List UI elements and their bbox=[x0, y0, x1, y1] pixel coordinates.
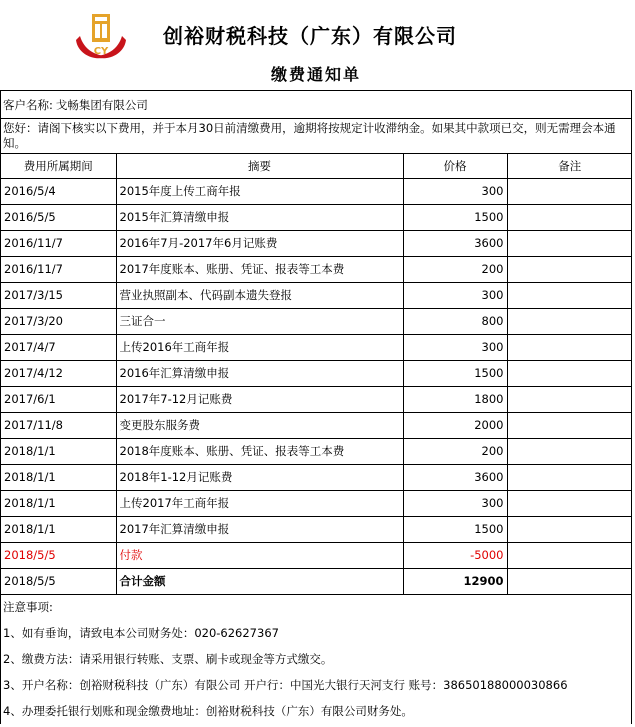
total-label: 合计金额 bbox=[116, 568, 403, 594]
cell-period: 2016/5/4 bbox=[1, 178, 116, 204]
table-header-row bbox=[1, 154, 632, 178]
cell-price: 3600 bbox=[403, 230, 507, 256]
cell-price: 1800 bbox=[403, 386, 507, 412]
cell-remark bbox=[507, 464, 632, 490]
cell-remark bbox=[507, 490, 632, 516]
table-row bbox=[1, 204, 632, 230]
notes-section bbox=[0, 594, 632, 724]
table-row bbox=[1, 178, 632, 204]
cell-period: 2017/11/8 bbox=[1, 412, 116, 438]
table-row bbox=[1, 386, 632, 412]
table-row bbox=[1, 412, 632, 438]
note-item: 3、开户名称：创裕财税科技（广东）有限公司 开户行：中国光大银行天河支行 账号：38650188000030866 bbox=[3, 678, 568, 692]
cell-period: 2016/11/7 bbox=[1, 230, 116, 256]
note-item: 1、如有垂询，请致电本公司财务处：020-62627367 bbox=[3, 626, 279, 640]
cell-price: 200 bbox=[403, 438, 507, 464]
cell-summary: 上传2016年工商年报 bbox=[116, 334, 403, 360]
cell-remark bbox=[507, 386, 632, 412]
table-row bbox=[1, 282, 632, 308]
header-remark: 备注 bbox=[507, 154, 632, 178]
table-row bbox=[1, 334, 632, 360]
cell-remark bbox=[507, 334, 632, 360]
cell-period: 2018/1/1 bbox=[1, 464, 116, 490]
cell-period: 2018/1/1 bbox=[1, 516, 116, 542]
cell-price: 1500 bbox=[403, 360, 507, 386]
cell-summary: 2016年7月-2017年6月记账费 bbox=[116, 230, 403, 256]
cell-price: 800 bbox=[403, 308, 507, 334]
cell-remark bbox=[507, 308, 632, 334]
table-row bbox=[1, 230, 632, 256]
table-row bbox=[1, 438, 632, 464]
cell-summary: 付款 bbox=[116, 542, 403, 568]
table-row bbox=[1, 308, 632, 334]
cell-period: 2018/1/1 bbox=[1, 490, 116, 516]
cell-summary: 2018年1-12月记账费 bbox=[116, 464, 403, 490]
cell-price: 3600 bbox=[403, 464, 507, 490]
cell-remark bbox=[507, 438, 632, 464]
total-period: 2018/5/5 bbox=[1, 568, 116, 594]
cell-remark bbox=[507, 282, 632, 308]
cell-summary: 2015年汇算清缴申报 bbox=[116, 204, 403, 230]
cell-remark bbox=[507, 230, 632, 256]
notice-frame bbox=[0, 90, 632, 595]
total-price: 12900 bbox=[403, 568, 507, 594]
cell-period: 2017/4/7 bbox=[1, 334, 116, 360]
cell-summary: 变更股东服务费 bbox=[116, 412, 403, 438]
header-period: 费用所属期间 bbox=[1, 154, 116, 178]
cell-summary: 2015年度上传工商年报 bbox=[116, 178, 403, 204]
cell-price: -5000 bbox=[403, 542, 507, 568]
table-row bbox=[1, 464, 632, 490]
cell-summary: 2018年度账本、账册、凭证、报表等工本费 bbox=[116, 438, 403, 464]
document-title: 缴费通知单 bbox=[270, 65, 361, 84]
cell-period: 2017/3/15 bbox=[1, 282, 116, 308]
cell-period: 2016/11/7 bbox=[1, 256, 116, 282]
customer-name: 戈畅集团有限公司 bbox=[55, 97, 148, 112]
cell-summary: 2016年汇算清缴申报 bbox=[116, 360, 403, 386]
note-item: 4、办理委托银行划账和现金缴费地址：创裕财税科技（广东）有限公司财务处。 bbox=[3, 704, 413, 718]
table-row bbox=[1, 360, 632, 386]
cell-summary: 2017年度账本、账册、凭证、报表等工本费 bbox=[116, 256, 403, 282]
note-item: 2、缴费方法：请采用银行转账、支票、刷卡或现金等方式缴交。 bbox=[3, 652, 333, 666]
notice-text: 您好：请阁下核实以下费用，并于本月30日前清缴费用，逾期将按规定计收滞纳金。如果其中款项已交，则无需理会本通知。 bbox=[1, 119, 631, 154]
table-row bbox=[1, 542, 632, 568]
cell-period: 2018/5/5 bbox=[1, 542, 116, 568]
cell-period: 2017/4/12 bbox=[1, 360, 116, 386]
cell-period: 2017/6/1 bbox=[1, 386, 116, 412]
cell-period: 2017/3/20 bbox=[1, 308, 116, 334]
notes-heading: 注意事项: bbox=[3, 600, 53, 614]
customer-row bbox=[1, 91, 631, 119]
table-row bbox=[1, 516, 632, 542]
cell-summary: 三证合一 bbox=[116, 308, 403, 334]
cell-price: 300 bbox=[403, 334, 507, 360]
cell-remark bbox=[507, 178, 632, 204]
cell-price: 2000 bbox=[403, 412, 507, 438]
cell-remark bbox=[507, 542, 632, 568]
total-row bbox=[1, 568, 632, 594]
total-remark bbox=[507, 568, 632, 594]
logo-text: CY bbox=[93, 46, 109, 57]
cell-remark bbox=[507, 412, 632, 438]
cell-remark bbox=[507, 360, 632, 386]
cell-summary: 2017年7-12月记账费 bbox=[116, 386, 403, 412]
cell-remark bbox=[507, 204, 632, 230]
company-logo bbox=[70, 6, 132, 64]
fee-table bbox=[1, 154, 632, 595]
cell-price: 300 bbox=[403, 178, 507, 204]
cell-period: 2018/1/1 bbox=[1, 438, 116, 464]
cell-price: 1500 bbox=[403, 516, 507, 542]
cell-price: 300 bbox=[403, 282, 507, 308]
cell-summary: 上传2017年工商年报 bbox=[116, 490, 403, 516]
cell-price: 200 bbox=[403, 256, 507, 282]
cell-summary: 营业执照副本、代码副本遗失登报 bbox=[116, 282, 403, 308]
cell-period: 2016/5/5 bbox=[1, 204, 116, 230]
cell-remark bbox=[507, 256, 632, 282]
cell-remark bbox=[507, 516, 632, 542]
cell-price: 1500 bbox=[403, 204, 507, 230]
cell-price: 300 bbox=[403, 490, 507, 516]
company-name: 创裕财税科技（广东）有限公司 bbox=[163, 24, 457, 48]
header-summary: 摘要 bbox=[116, 154, 403, 178]
cell-summary: 2017年汇算清缴申报 bbox=[116, 516, 403, 542]
table-row bbox=[1, 256, 632, 282]
customer-label: 客户名称: bbox=[3, 97, 53, 112]
header-price: 价格 bbox=[403, 154, 507, 178]
table-row bbox=[1, 490, 632, 516]
